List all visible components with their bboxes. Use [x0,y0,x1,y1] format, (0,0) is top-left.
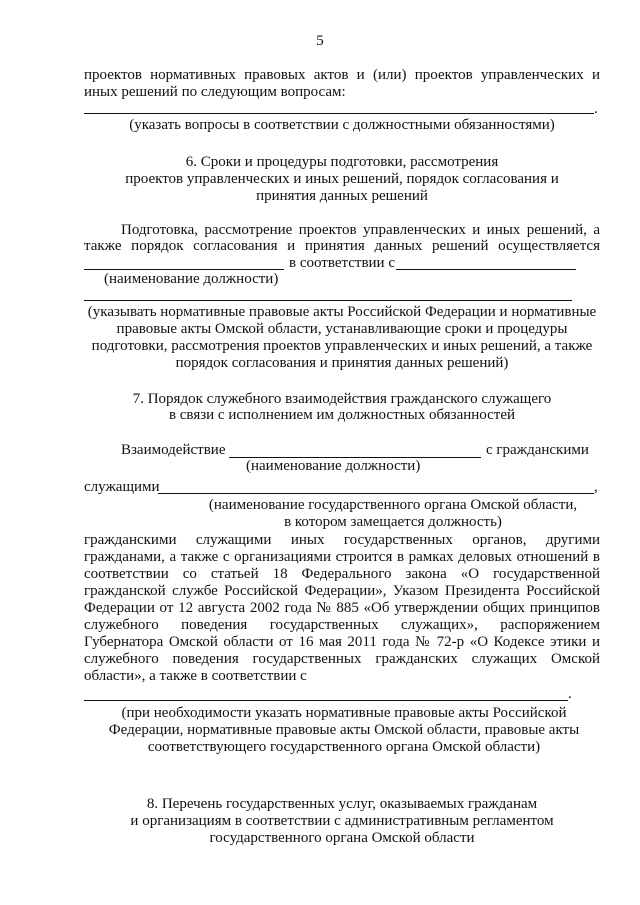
text-line: гражданской службе Российской Федерации», Указом Президента Российской [84,583,600,599]
text-line: . [568,686,572,702]
caption: (наименование должности) [104,271,279,287]
section-heading: государственного органа Омской области [209,830,475,846]
text-line: , [594,479,598,495]
caption: (указывать нормативные правовые акты Российской Федерации и нормативные [87,304,597,320]
text-line: Взаимодействие [121,442,226,458]
text-line: служебного поведения государственных гражданских служащих Омской [84,651,600,667]
text-line: в соответствии с [289,255,395,271]
text-line: области», а также в соответствии с [84,668,307,684]
text-line: с гражданскими [486,442,589,458]
text-line: проектов нормативных правовых актов и (или) проектов управленческих и [84,67,600,83]
text-line: Подготовка, рассмотрение проектов управленческих и иных решений, а [121,222,600,238]
caption: соответствующего государственного органа Омской области) [147,739,541,755]
blank-line [84,300,572,301]
section-heading: 7. Порядок служебного взаимодействия гражданского служащего [132,391,552,407]
section-heading: принятия данных решений [256,188,428,204]
text-line: также порядок согласования и принятия данных решений осуществляется [84,238,600,254]
text-line: гражданами, а также с организациями строится в рамках деловых отношений в [84,549,600,565]
text-line: соответствии со статьей 18 Федерального закона «О государственной [84,566,600,582]
blank-line [84,113,594,114]
caption: правовые акты Омской области, устанавливающие сроки и процедуры [116,321,568,337]
caption: (наименование государственного органа Омской области, [208,497,578,513]
caption: (указать вопросы в соответствии с должностными обязанностями) [129,117,555,133]
blank-line [84,269,284,270]
blank-line [158,493,594,494]
section-heading: 6. Сроки и процедуры подготовки, рассмотрения [185,154,499,170]
page-number: 5 [316,33,324,49]
blank-line [84,700,568,701]
section-heading: в связи с исполнением им должностных обязанностей [168,407,516,423]
text-line: иных решений по следующим вопросам: [84,84,346,100]
section-heading: и организациям в соответствии с административным регламентом [130,813,554,829]
caption: порядок согласования и принятия данных решений) [175,355,509,371]
text-line: Федерации от 12 августа 2002 года № 885 «Об утверждении общих принципов [84,600,600,616]
text-line: . [594,101,598,117]
text-line: гражданскими служащими иных государственных органов, другими [84,532,600,548]
caption: подготовки, рассмотрения проектов управленческих и иных решений, а также [91,338,593,354]
section-heading: проектов управленческих и иных решений, порядок согласования и [125,171,559,187]
section-heading: 8. Перечень государственных услуг, оказываемых гражданам [146,796,538,812]
text-line: Губернатора Омской области от 16 мая 2011 года № 72-р «О Кодексе этики и [84,634,600,650]
blank-line [396,269,576,270]
text-line: служащими [84,479,160,495]
text-line: служебного поведения государственных служащих», распоряжением [84,617,600,633]
caption: (наименование должности) [246,458,421,474]
caption: в котором замещается должность) [284,514,502,530]
caption: (при необходимости указать нормативные правовые акты Российской [121,705,567,721]
caption: Федерации, нормативные правовые акты Омской области, правовые акты [108,722,580,738]
